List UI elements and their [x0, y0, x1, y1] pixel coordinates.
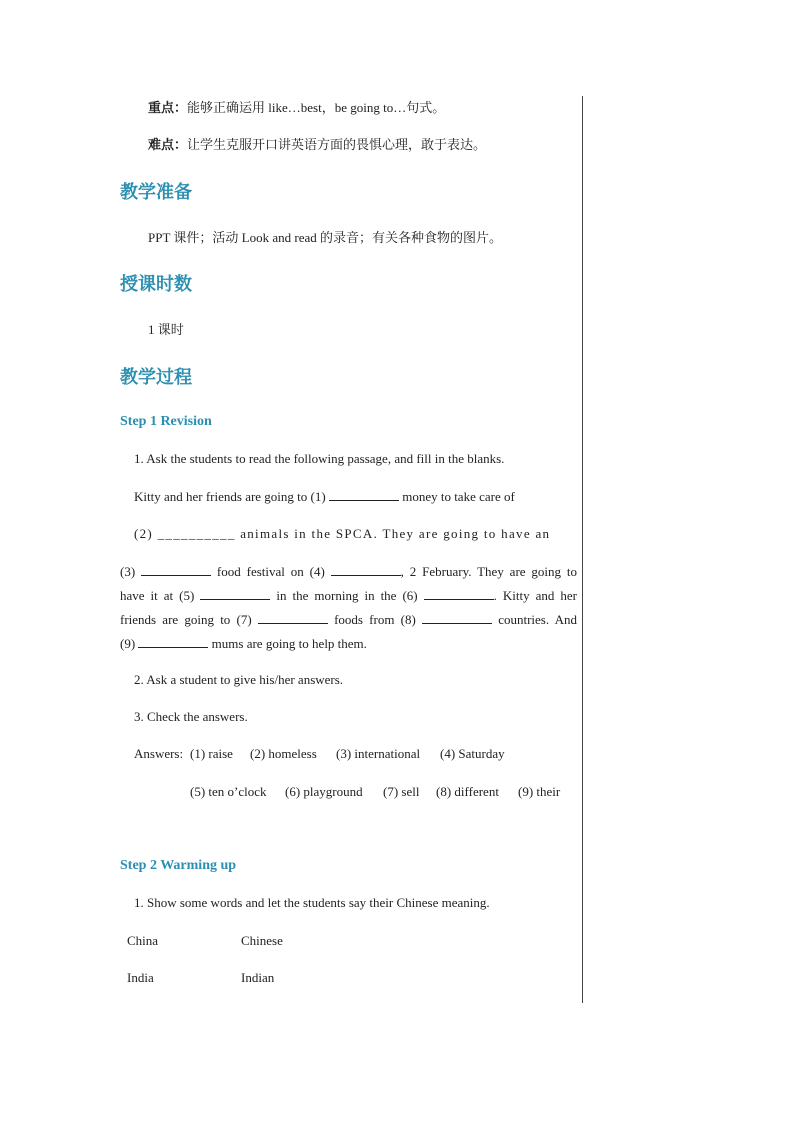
step1-item1: 1. Ask the students to read the following passage, and fill in the blanks.: [134, 451, 505, 466]
passage-text: in the morning in the (6): [276, 588, 418, 603]
margin-rule: [582, 96, 583, 1003]
blank-5: [200, 587, 270, 600]
step2-title: Step 2 Warming up: [120, 858, 237, 873]
passage-text: Kitty and her friends are going to (1): [134, 489, 326, 504]
answer-3: (3) international: [336, 746, 421, 761]
passage-text: friends are going to (7): [120, 612, 252, 627]
step1-item2: 2. Ask a student to give his/her answers.: [134, 672, 344, 687]
word-adjective: Chinese: [241, 933, 283, 948]
word-country: India: [127, 970, 154, 985]
passage-text: foods from (8): [334, 612, 416, 627]
passage-line-2: [134, 526, 550, 542]
passage-text: (2): [134, 526, 154, 541]
answers-label: Answers:: [134, 746, 184, 761]
passage-text: have it at (5): [120, 588, 195, 603]
answer-2: (2) homeless: [250, 746, 317, 761]
blank-6: [424, 587, 494, 600]
passage-text: animals in the SPCA. They are going to have an: [240, 526, 551, 541]
hours-text: 1 课时: [148, 322, 184, 337]
difficulties-text: 让学生克服开口讲英语方面的畏惧心理，敢于表达。: [187, 137, 487, 152]
key-points-label: 重点：: [148, 100, 188, 115]
answer-7: (7) sell: [383, 784, 420, 799]
preparation-text: PPT 课件；活动 Look and read 的录音；有关各种食物的图片。: [148, 230, 502, 245]
passage-line-3: [120, 563, 577, 580]
answer-6: (6) playground: [285, 784, 363, 799]
section-heading-hours: 授课时数: [120, 274, 192, 294]
passage-text: . Kitty and her: [493, 588, 578, 603]
step1-title: Step 1 Revision: [120, 414, 212, 429]
passage-line-1: [134, 488, 515, 505]
word-country: China: [127, 933, 159, 948]
step1-item3: 3. Check the answers.: [134, 709, 248, 724]
blank-8: [422, 611, 492, 624]
passage-line-5: [120, 611, 577, 628]
passage-text: money to take care of: [402, 489, 515, 504]
answer-4: (4) Saturday: [440, 746, 505, 761]
blank-7: [258, 611, 328, 624]
step2-item1: 1. Show some words and let the students say their Chinese meaning.: [134, 895, 490, 910]
section-heading-process: 教学过程: [120, 367, 192, 387]
answer-8: (8) different: [436, 784, 499, 799]
word-adjective: Indian: [241, 970, 275, 985]
passage-text: countries. And: [498, 612, 577, 627]
passage-text: (9): [120, 636, 136, 651]
blank-9: [138, 635, 208, 648]
answer-9: (9) their: [518, 784, 561, 799]
difficulties-label: 难点：: [148, 137, 188, 152]
key-points-text: 能够正确运用 like…best，be going to…句式。: [187, 100, 446, 115]
passage-text: food festival on (4): [216, 564, 325, 579]
answer-5: (5) ten o’clock: [190, 784, 267, 799]
blank-4: [331, 563, 401, 576]
blank-3: [141, 563, 211, 576]
difficulties: [148, 137, 486, 153]
passage-text: mums are going to help them.: [211, 636, 367, 651]
passage-text: (3): [120, 564, 136, 579]
passage-line-4: [120, 587, 577, 604]
blank-2: __________: [157, 526, 236, 541]
passage-line-6: [120, 635, 367, 652]
key-points: [148, 100, 445, 116]
passage-text: , 2 February. They are going to: [400, 564, 578, 579]
blank-1: [329, 488, 399, 501]
section-heading-preparation: 教学准备: [120, 182, 192, 202]
answer-1: (1) raise: [190, 746, 233, 761]
